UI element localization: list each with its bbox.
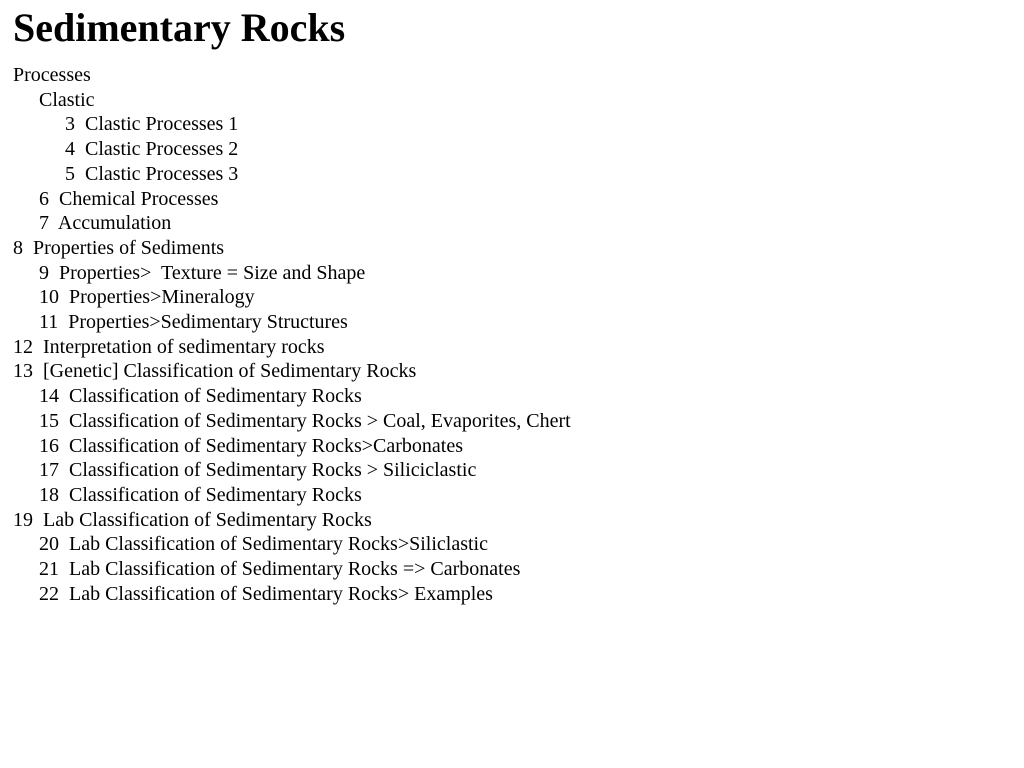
outline-item-separator	[23, 237, 33, 259]
outline-link[interactable]	[39, 188, 218, 210]
outline-item-label: Processes	[13, 64, 91, 86]
outline-item-number: 11	[39, 311, 59, 334]
outline-item-separator	[49, 212, 58, 234]
outline-link[interactable]	[13, 336, 325, 358]
outline-item-label: Interpretation of sedimentary rocks	[43, 335, 325, 358]
outline-item[interactable]	[13, 310, 571, 335]
outline-heading	[13, 64, 91, 86]
outline-item-label: Chemical Processes	[59, 187, 219, 210]
outline-item-number: 5	[65, 162, 75, 185]
outline-link[interactable]	[39, 533, 488, 555]
outline-item	[13, 63, 571, 88]
outline-item-number: 4	[65, 138, 75, 161]
outline-link[interactable]	[39, 459, 476, 481]
outline-item-separator	[33, 336, 43, 358]
outline-link[interactable]	[39, 262, 365, 284]
page-title: Sedimentary Rocks	[13, 5, 346, 50]
outline-item-label: Lab Classification of Sedimentary Rocks => Carbonates	[69, 558, 521, 581]
outline-item[interactable]	[13, 434, 571, 459]
outline-link[interactable]	[13, 360, 416, 382]
outline-link[interactable]	[39, 385, 362, 407]
outline-item[interactable]	[13, 532, 571, 557]
outline-item-label: Classification of Sedimentary Rocks > Coal, Evaporites, Chert	[69, 409, 571, 432]
outline-item[interactable]	[13, 261, 571, 286]
outline-item[interactable]	[13, 582, 571, 607]
outline-item-number: 7	[39, 212, 49, 235]
outline-item-number: 20	[39, 533, 59, 556]
outline-link[interactable]	[13, 237, 224, 259]
outline-link[interactable]	[65, 163, 238, 185]
outline-item-label: Clastic Processes 1	[85, 113, 239, 136]
outline-item-separator	[59, 533, 69, 555]
outline-link[interactable]	[39, 435, 463, 457]
outline-link[interactable]	[65, 113, 238, 135]
outline-item-label: [Genetic] Classification of Sedimentary Rocks	[43, 360, 417, 383]
outline-item-separator	[59, 410, 69, 432]
outline-item[interactable]	[13, 508, 571, 533]
outline-item-separator	[59, 385, 69, 407]
outline-item	[13, 88, 571, 113]
outline-item-separator	[59, 286, 69, 308]
outline-item-label: Lab Classification of Sedimentary Rocks	[43, 508, 372, 531]
outline-item-label: Clastic Processes 2	[85, 138, 239, 161]
outline-item-number: 22	[39, 582, 59, 605]
outline-item-label: Clastic	[39, 88, 95, 111]
outline-item-label: Classification of Sedimentary Rocks > Siliciclastic	[69, 459, 477, 482]
outline-link[interactable]	[39, 311, 348, 333]
outline-item[interactable]	[13, 211, 571, 236]
outline-item[interactable]	[13, 557, 571, 582]
outline-item-separator	[75, 113, 85, 135]
outline-item-number: 18	[39, 483, 59, 506]
outline-item-separator	[33, 509, 43, 531]
outline-item[interactable]	[13, 285, 571, 310]
outline-item-separator	[49, 188, 59, 210]
outline-item[interactable]	[13, 458, 571, 483]
outline-link[interactable]	[39, 558, 520, 580]
outline-item[interactable]	[13, 162, 571, 187]
outline-item-separator	[58, 311, 68, 333]
outline-item-separator	[59, 583, 69, 605]
outline-link[interactable]	[39, 583, 493, 605]
outline-item-label: Properties of Sediments	[33, 236, 225, 259]
outline-item[interactable]	[13, 359, 571, 384]
outline-item-number: 6	[39, 187, 49, 210]
outline-item-label: Lab Classification of Sedimentary Rocks> Examples	[69, 582, 493, 605]
outline-item-separator	[59, 558, 69, 580]
outline-item-number: 16	[39, 434, 59, 457]
outline-link[interactable]	[65, 138, 238, 160]
outline-item-number: 10	[39, 286, 59, 309]
outline-item-number: 19	[13, 508, 33, 531]
outline-item[interactable]	[13, 335, 571, 360]
outline-item[interactable]	[13, 483, 571, 508]
outline-item-number: 9	[39, 261, 49, 284]
outline-item-separator	[75, 163, 85, 185]
outline-link[interactable]	[39, 410, 571, 432]
outline-item-separator	[49, 262, 59, 284]
outline-item-number: 12	[13, 335, 33, 358]
outline-link[interactable]	[39, 484, 362, 506]
outline-list	[13, 63, 571, 606]
outline-item-number: 3	[65, 113, 75, 136]
outline-heading	[39, 89, 95, 111]
outline-item-label: Properties>Mineralogy	[69, 286, 255, 309]
outline-item[interactable]	[13, 187, 571, 212]
outline-item-label: Lab Classification of Sedimentary Rocks>Siliclastic	[69, 533, 488, 556]
outline-item-number: 8	[13, 236, 23, 259]
outline-item-separator	[75, 138, 85, 160]
outline-item-separator	[59, 435, 69, 457]
outline-item-number: 21	[39, 558, 59, 581]
outline-item-label: Clastic Processes 3	[85, 162, 239, 185]
outline-item-label: Classification of Sedimentary Rocks>Carbonates	[69, 434, 463, 457]
outline-item-label: Classification of Sedimentary Rocks	[69, 483, 362, 506]
outline-item-separator	[59, 484, 69, 506]
outline-item-label: Classification of Sedimentary Rocks	[69, 385, 362, 408]
outline-item[interactable]	[13, 112, 571, 137]
outline-item-label: Accumulation	[57, 212, 172, 235]
outline-item-number: 14	[39, 385, 59, 408]
outline-item-number: 15	[39, 409, 59, 432]
outline-item-label: Properties>Sedimentary Structures	[68, 311, 348, 334]
outline-item-separator	[59, 459, 69, 481]
outline-item[interactable]	[13, 236, 571, 261]
outline-item-number: 17	[39, 459, 59, 482]
outline-item[interactable]	[13, 409, 571, 434]
outline-link[interactable]	[39, 286, 255, 308]
outline-link[interactable]	[39, 212, 171, 234]
outline-item[interactable]	[13, 384, 571, 409]
outline-item[interactable]	[13, 137, 571, 162]
outline-item-label: Properties> Texture = Size and Shape	[59, 261, 366, 284]
outline-link[interactable]	[13, 509, 372, 531]
outline-item-separator	[33, 360, 43, 382]
outline-item-number: 13	[13, 360, 33, 383]
